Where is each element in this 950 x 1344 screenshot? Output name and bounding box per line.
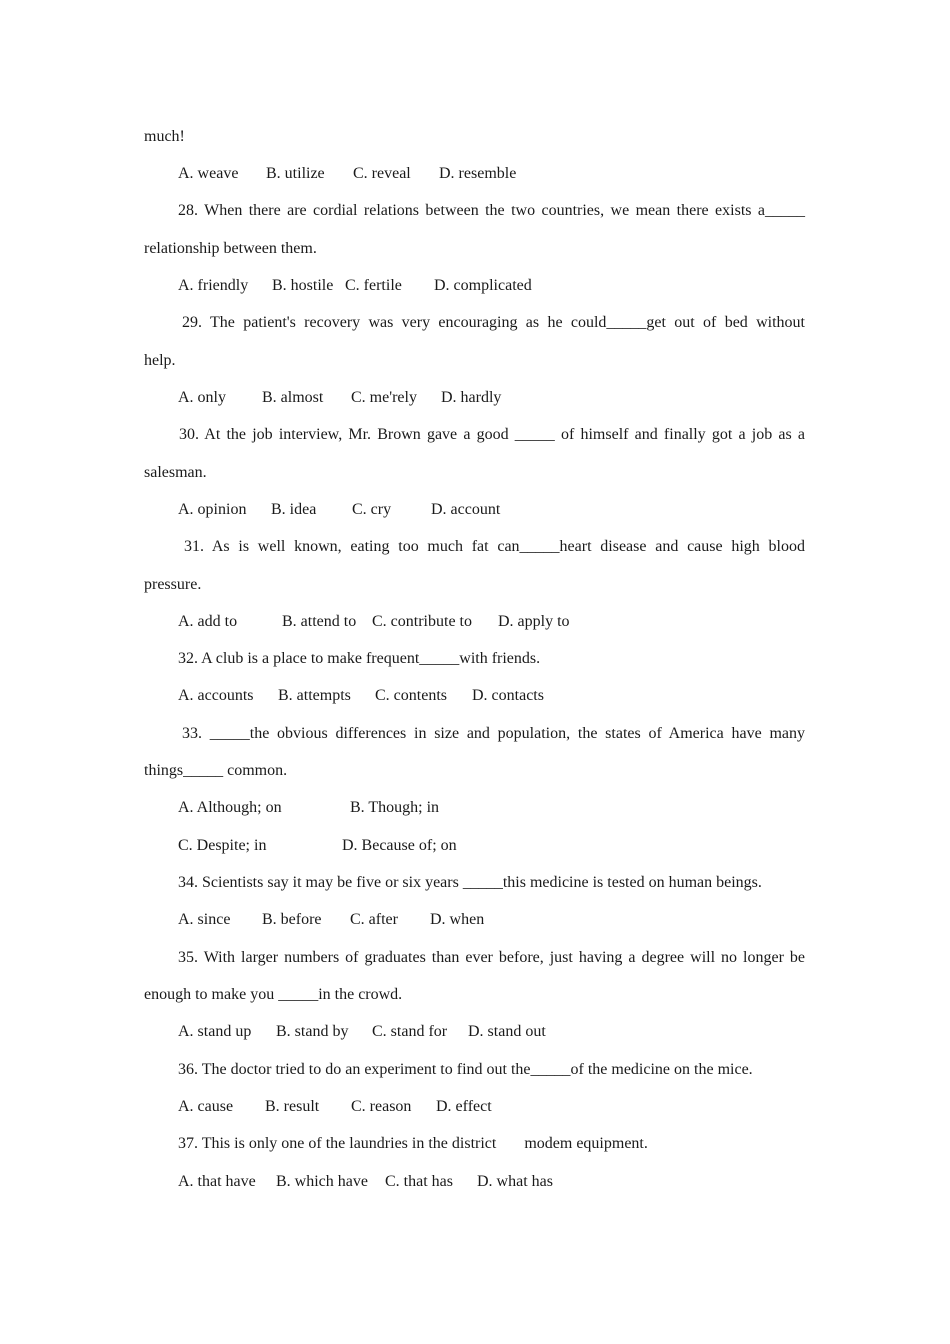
q27-stem-continuation: much!: [144, 128, 185, 145]
q30-option-a: A. opinion: [178, 501, 247, 518]
q35-stem-line2: enough to make you _____in the crowd.: [144, 986, 403, 1003]
q32-option-d: D. contacts: [472, 687, 544, 704]
q27-option-a: A. weave: [178, 165, 239, 182]
q31-option-d: D. apply to: [498, 613, 570, 630]
q36-option-b: B. result: [265, 1098, 320, 1115]
q30-option-d: D. account: [431, 501, 501, 518]
q31-option-c: C. contribute to: [372, 613, 472, 630]
q32-option-a: A. accounts: [178, 687, 254, 704]
q28-stem-line1: 28. When there are cordial relations between the two countries, we mean there exists a_____: [178, 202, 805, 219]
q35-option-c: C. stand for: [372, 1023, 448, 1040]
q30-stem-line1: 30. At the job interview, Mr. Brown gave a good _____ of himself and finally got a job as a: [179, 426, 805, 443]
q32-stem-line1: 32. A club is a place to make frequent_____with friends.: [178, 650, 541, 667]
q28-option-b: B. hostile: [272, 277, 334, 294]
q34-option-c: C. after: [350, 911, 398, 928]
q28-option-c: C. fertile: [345, 277, 402, 294]
q31-stem-line2: pressure.: [144, 576, 202, 593]
q34-option-d: D. when: [430, 911, 485, 928]
q37-stem-line1: 37. This is only one of the laundries in the district modem equipment.: [178, 1135, 648, 1152]
q34-stem-line1: 34. Scientists say it may be five or six years _____this medicine is tested on human beings.: [178, 874, 762, 891]
q33-option-b: B. Though; in: [350, 799, 440, 816]
q34-option-b: B. before: [262, 911, 322, 928]
q36-option-d: D. effect: [436, 1098, 492, 1115]
q30-option-b: B. idea: [271, 501, 317, 518]
q30-option-c: C. cry: [352, 501, 392, 518]
q33-stem-line2: things_____ common.: [144, 762, 288, 779]
q33-option-a: A. Although; on: [178, 799, 282, 816]
q29-stem-line1: 29. The patient's recovery was very encouraging as he could_____get out of bed without: [182, 314, 805, 331]
q30-stem-line2: salesman.: [144, 464, 207, 481]
q28-option-d: D. complicated: [434, 277, 532, 294]
q35-stem-line1: 35. With larger numbers of graduates than ever before, just having a degree will no longer be: [178, 949, 805, 966]
q35-option-b: B. stand by: [276, 1023, 349, 1040]
q29-option-d: D. hardly: [441, 389, 502, 406]
q36-option-c: C. reason: [351, 1098, 412, 1115]
q37-option-a: A. that have: [178, 1173, 256, 1190]
q27-option-d: D. resemble: [439, 165, 517, 182]
q33-option-c: C. Despite; in: [178, 837, 267, 854]
q27-option-c: C. reveal: [353, 165, 411, 182]
q34-option-a: A. since: [178, 911, 231, 928]
q29-option-c: C. me'rely: [351, 389, 417, 406]
q31-stem-line1: 31. As is well known, eating too much fat can_____heart disease and cause high blood: [184, 538, 805, 555]
q35-option-d: D. stand out: [468, 1023, 546, 1040]
q27-option-b: B. utilize: [266, 165, 325, 182]
q33-option-d: D. Because of; on: [342, 837, 457, 854]
q32-option-b: B. attempts: [278, 687, 351, 704]
q28-option-a: A. friendly: [178, 277, 249, 294]
q36-option-a: A. cause: [178, 1098, 234, 1115]
q37-option-d: D. what has: [477, 1173, 553, 1190]
q37-option-c: C. that has: [385, 1173, 453, 1190]
q33-stem-line1: 33. _____the obvious differences in size and population, the states of America have many: [182, 725, 805, 742]
q35-option-a: A. stand up: [178, 1023, 252, 1040]
q29-option-b: B. almost: [262, 389, 324, 406]
q29-stem-line2: help.: [144, 352, 176, 369]
q37-option-b: B. which have: [276, 1173, 368, 1190]
q31-option-b: B. attend to: [282, 613, 357, 630]
q29-option-a: A. only: [178, 389, 226, 406]
q32-option-c: C. contents: [375, 687, 447, 704]
q36-stem-line1: 36. The doctor tried to do an experiment to find out the_____of the medicine on the mice.: [178, 1061, 753, 1078]
q28-stem-line2: relationship between them.: [144, 240, 317, 257]
q31-option-a: A. add to: [178, 613, 238, 630]
